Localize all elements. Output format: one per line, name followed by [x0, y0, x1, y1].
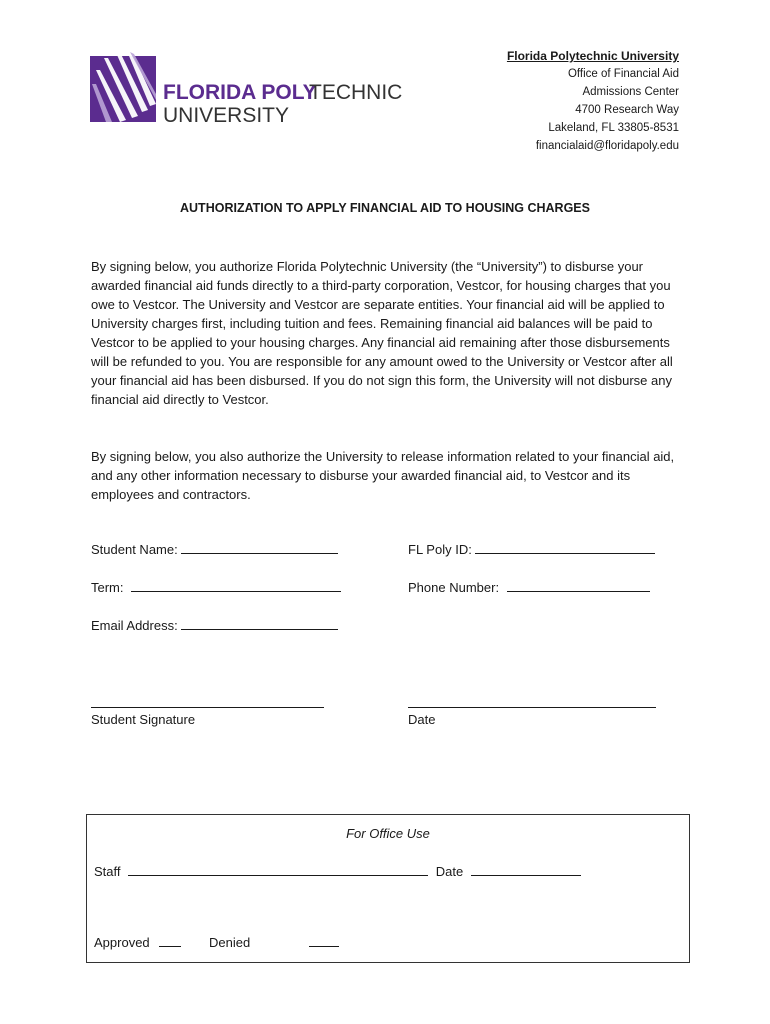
office-date-label: Date: [435, 864, 464, 879]
signature-date-line[interactable]: [408, 707, 656, 708]
email-address-label: Email Address:: [91, 618, 178, 633]
svg-text:TECHNIC: TECHNIC: [309, 81, 403, 104]
fl-poly-id-field[interactable]: [408, 541, 655, 559]
center-name: Admissions Center: [582, 86, 679, 98]
office-name: Office of Financial Aid: [567, 68, 679, 80]
street-address: 4700 Research Way: [575, 104, 679, 116]
release-paragraph: By signing below, you also authorize the University to release information related to your financial aid, and any other information necessary to disburse your awarded financial aid, to Vestcor and its employees and contractors.: [91, 449, 675, 502]
office-use-title: For Office Use: [346, 826, 430, 841]
city-state-zip: Lakeland, FL 33805-8531: [548, 122, 679, 134]
svg-text:UNIVERSITY: UNIVERSITY: [163, 104, 290, 127]
staff-field[interactable]: [94, 863, 581, 879]
term-label: Term:: [91, 580, 124, 595]
phone-number-label: Phone Number:: [408, 580, 500, 595]
office-date-line[interactable]: [471, 863, 581, 876]
office-use-box: [86, 814, 690, 963]
form-title: AUTHORIZATION TO APPLY FINANCIAL AID TO HOUSING CHARGES: [180, 201, 590, 215]
contact-email: financialaid@floridapoly.edu: [535, 140, 679, 152]
fl-poly-id-label: FL Poly ID:: [408, 542, 472, 557]
university-logo: [90, 44, 403, 127]
denied-field[interactable]: [209, 934, 339, 950]
student-name-field[interactable]: [91, 541, 338, 559]
denied-line[interactable]: [309, 934, 339, 947]
term-field[interactable]: [91, 579, 341, 597]
staff-line[interactable]: [128, 863, 428, 876]
authorization-paragraph: By signing below, you authorize Florida Polytechnic University (the “University”) to disburse your awarded financial aid funds directly to a third-party corporation, Vestcor, for housing charges that you owe to Vestcor. The University and Vestcor are separate entities. Your financial aid will be applied to University charges first, including tuition and fees. Remaining financial aid balances will be paid to Vestcor to be applied to your housing charges. Any financial aid remaining after those disbursements will be refunded to you. You are responsible for any amount owed to the University or Vestcor after all your financial aid has been disbursed. If you do not sign this form, the University will not disburse any financial aid directly to Vestcor.: [91, 259, 673, 407]
student-signature-label: Student Signature: [91, 712, 196, 727]
email-address-field[interactable]: [91, 617, 338, 635]
student-name-label: Student Name:: [91, 542, 178, 557]
denied-label: Denied: [209, 935, 251, 950]
fl-poly-id-line[interactable]: [475, 541, 655, 554]
university-name: Florida Polytechnic University: [506, 49, 679, 63]
office-address: [507, 47, 679, 155]
phone-number-line[interactable]: [507, 579, 650, 592]
approved-label: Approved: [94, 935, 150, 950]
signature-date-label: Date: [408, 712, 436, 727]
student-name-line[interactable]: [181, 541, 338, 554]
student-signature-line[interactable]: [91, 707, 324, 708]
approved-field[interactable]: [94, 934, 181, 950]
phone-number-field[interactable]: [408, 579, 650, 597]
svg-text:FLORIDA POLY: FLORIDA POLY: [163, 81, 317, 104]
approved-line[interactable]: [159, 934, 181, 947]
term-line[interactable]: [131, 579, 341, 592]
staff-label: Staff: [94, 864, 121, 879]
email-address-line[interactable]: [181, 617, 338, 630]
